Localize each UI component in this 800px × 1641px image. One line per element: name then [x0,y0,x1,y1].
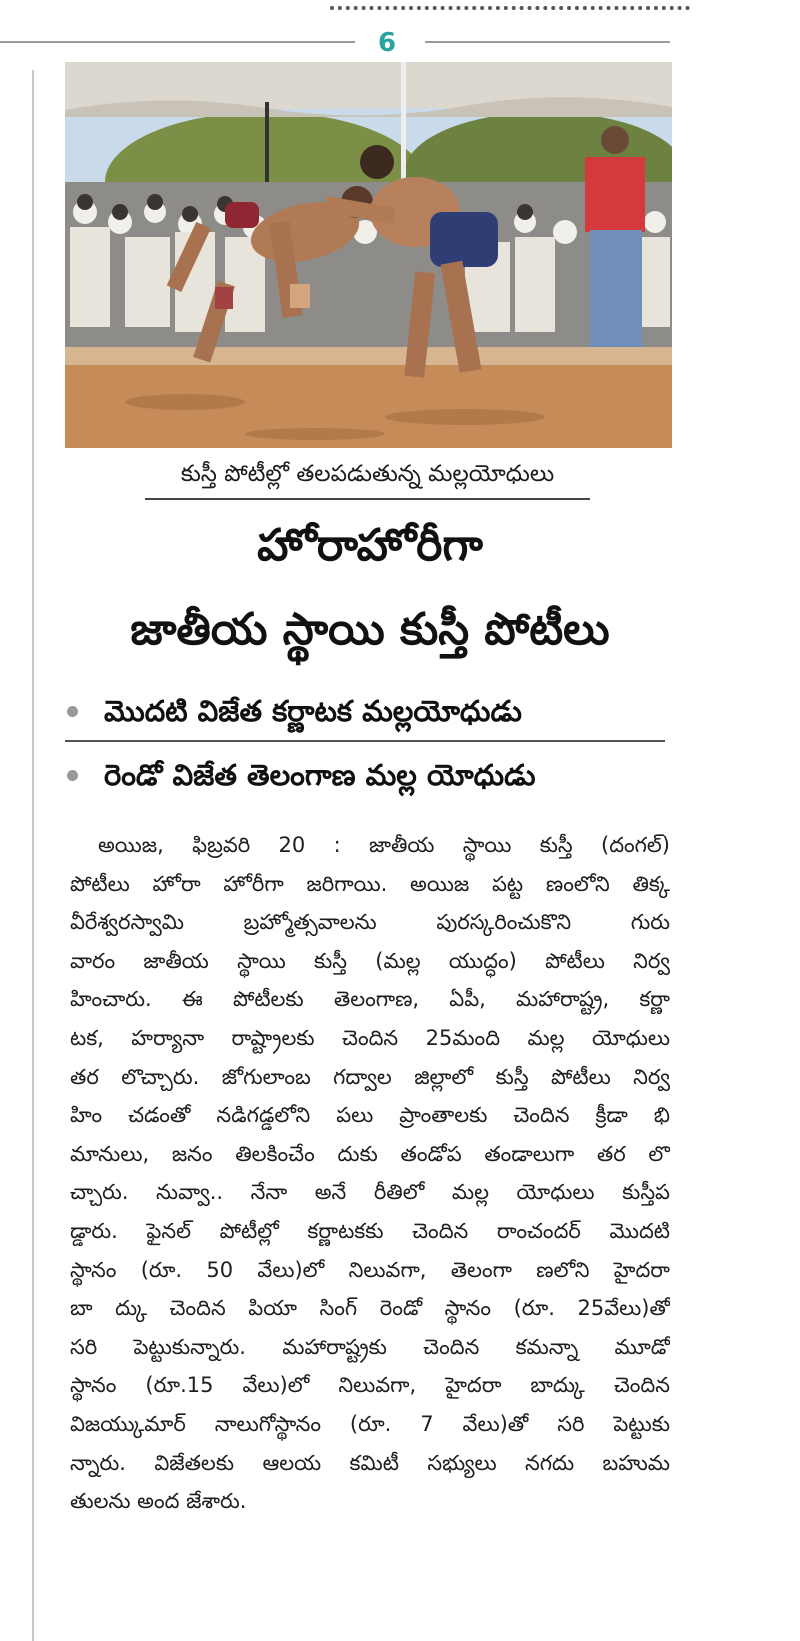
article-line: హించారు. ఈ పోటీలకు తెలంగాణ, ఏపీ, మహారాష్ట్ర, కర్ణా [70,987,670,1012]
article-line: డ్డారు. ఫైనల్ పోటీల్లో కర్ణాటకకు చెందిన రాంచందర్ మొదటి [70,1218,670,1243]
article-line: చ్చారు. నువ్వా.. నేనా అనే రీతిలో మల్ల యోధులు కుస్తీప [70,1180,670,1205]
photo-caption: కుస్తీ పోటీల్లో తలపడుతున్న మల్లయోధులు [145,454,590,500]
article-line: హిం చడంతో నడిగడ్డలోని పలు ప్రాంతాలకు చెందిన క్రీడా భి [70,1103,670,1128]
subheading-text: రెండో విజేత తెలంగాణ మల్ల యోధుడు [104,758,536,792]
article-line: విజయ్కుమార్ నాలుగోస్థానం (రూ. 7 వేలు)తో సరి పెట్టుకు [70,1411,670,1436]
bullet-icon [67,706,78,717]
clipped-previous-text [330,0,690,10]
divider-right [425,41,670,43]
bullet-icon [67,770,78,781]
article-line: న్నారు. విజేతలకు ఆలయ కమిటీ సభ్యులు నగదు బహుమ [70,1450,670,1475]
subheading-first-winner [65,682,665,742]
article-body [70,826,670,1521]
article-line: వీరేశ్వరస్వామి బ్రహ్మోత్సవాలను పురస్కరించుకొని గురు [70,910,670,935]
subheading-text: మొదటి విజేత కర్ణాటక మల్లయోధుడు [104,694,522,728]
article-line: అయిజ, ఫిబ్రవరి 20 : జాతీయ స్థాయి కుస్తీ (దంగల్) [98,833,670,857]
article-line: మానులు, జనం తిలకించేం దుకు తండోప తండాలుగా తర లొ [70,1141,670,1166]
article-line: వారం జాతీయ స్థాయి కుస్తీ (మల్ల యుద్ధం) పోటీలు నిర్వ [70,948,670,973]
subheading-second-winner [65,746,665,804]
article-line: స్థానం (రూ. 50 వేలు)లో నిలువగా, తెలంగా ణలోని హైదరా [70,1257,670,1282]
article-line: బా ద్కు చెందిన పియా సింగ్ రెండో స్థానం (రూ. 25వేలు)తో [70,1296,670,1321]
newspaper-logo-icon: 6 [377,28,397,58]
article-line: పోటీలు హోరా హోరీగా జరిగాయి. అయిజ పట్ట ణంలోని తిక్క [70,871,670,896]
wrestling-photo [65,62,672,448]
article-line: సరి పెట్టుకున్నారు. మహారాష్ట్రకు చెందిన కమన్నా మూడో [70,1334,670,1359]
article-line: స్థానం (రూ.15 వేలు)లో నిలువగా, హైదరా బాద్కు చెందిన [70,1373,670,1398]
article-line: తులను అంద జేశారు. [70,1489,247,1514]
headline-line-1: హోరాహోరీగా [257,520,483,571]
headline-line-2: జాతీయ స్థాయి కుస్తీ పోటీలు [130,604,610,655]
divider-left [0,41,355,43]
wrestling-photo-illustration [65,62,672,448]
column-divider [32,70,34,1641]
article-line: తర లొచ్చారు. జోగులాంబ గద్వాల జిల్లాలో కుస్తీ పోటీలు నిర్వ [70,1064,670,1089]
article-line: టక, హర్యానా రాష్ట్రాలకు చెందిన 25మంది మల్ల యోధులు [70,1025,670,1050]
